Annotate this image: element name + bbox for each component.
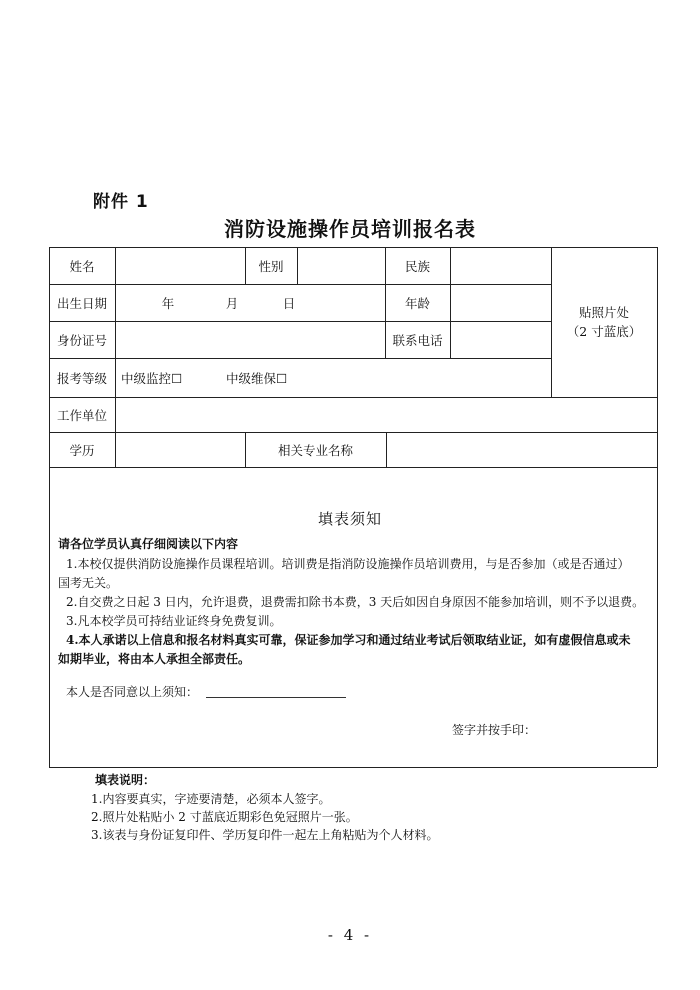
notice-item-4a: 4.本人承诺以上信息和报名材料真实可靠，保证参加学习和通过结业考试后领取结业证，如有虚假信息或未	[66, 633, 631, 647]
table-line	[49, 767, 657, 768]
phone-field[interactable]	[450, 321, 551, 358]
level-option-monitor[interactable]: 中级监控☐	[121, 370, 183, 386]
dob-day: 日	[282, 295, 296, 311]
form-title: 消防设施操作员培训报名表	[224, 217, 476, 241]
agree-signature-line[interactable]	[206, 697, 346, 698]
work-label: 工作单位	[56, 407, 107, 423]
name-label: 姓名	[69, 258, 95, 274]
table-line	[49, 467, 657, 468]
major-field[interactable]	[386, 432, 657, 467]
age-field[interactable]	[450, 284, 551, 321]
attachment-label: 附件 1	[93, 192, 149, 212]
name-field[interactable]	[115, 247, 245, 284]
education-label: 学历	[69, 442, 95, 458]
level-option-maintenance[interactable]: 中级维保☐	[226, 370, 288, 386]
instructions-item-2: 2.照片处粘贴小 2 寸蓝底近期彩色免冠照片一张。	[91, 810, 358, 824]
education-field[interactable]	[115, 432, 245, 467]
ethnicity-field[interactable]	[450, 247, 551, 284]
instructions-item-3: 3.该表与身份证复印件、学历复印件一起左上角粘贴为个人材料。	[91, 828, 439, 842]
sign-label: 签字并按手印：	[452, 723, 537, 737]
age-label: 年龄	[404, 295, 430, 311]
page-number: - 4 -	[327, 926, 373, 944]
instructions-item-1: 1.内容要真实，字迹要清楚，必须本人签字。	[91, 792, 331, 806]
dob-year: 年	[161, 295, 175, 311]
level-label: 报考等级	[56, 370, 107, 386]
notice-item-3: 3.凡本校学员可持结业证终身免费复训。	[66, 614, 282, 628]
major-label: 相关专业名称	[277, 442, 353, 458]
notice-item-1a: 1.本校仅提供消防设施操作员课程培训。培训费是指消防设施操作员培训费用，与是否参加（或是否通过）	[66, 557, 630, 571]
notice-item-4b: 如期毕业，将由本人承担全部责任。	[58, 652, 251, 666]
photo-note: （2 寸蓝底）	[566, 324, 642, 339]
dob-label: 出生日期	[56, 295, 107, 311]
gender-field[interactable]	[297, 247, 385, 284]
agree-label: 本人是否同意以上须知：	[66, 685, 199, 699]
id-label: 身份证号	[56, 332, 107, 348]
table-line	[657, 247, 658, 767]
photo-area[interactable]	[551, 247, 657, 397]
gender-label: 性别	[258, 258, 284, 274]
notice-item-1b: 国考无关。	[58, 576, 119, 590]
work-field[interactable]	[115, 397, 657, 432]
id-field[interactable]	[115, 321, 385, 358]
notice-title: 填表须知	[317, 510, 382, 528]
instructions-title: 填表说明：	[95, 773, 156, 787]
notice-item-2: 2.自交费之日起 3 日内，允许退费，退费需扣除书本费，3 天后如因自身原因不能参加培训，则不予以退费。	[66, 595, 645, 609]
notice-intro: 请各位学员认真仔细阅读以下内容	[58, 537, 239, 551]
phone-label: 联系电话	[392, 332, 443, 348]
dob-month: 月	[225, 295, 239, 311]
ethnicity-label: 民族	[404, 258, 430, 274]
photo-label: 贴照片处	[578, 305, 629, 320]
